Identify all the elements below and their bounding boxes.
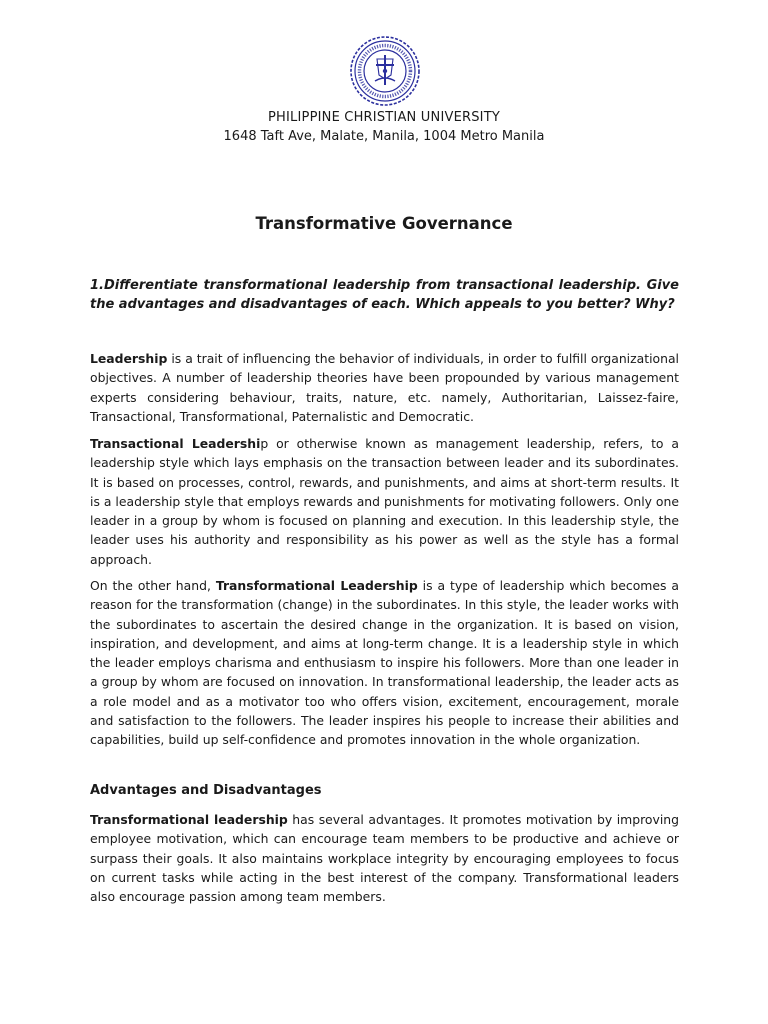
term-transformational-leadership: Transformational leadership [90, 812, 288, 827]
term-transactional: Transactional Leadershi [90, 436, 261, 451]
paragraph-intro: On the other hand, [90, 578, 216, 593]
letterhead [0, 108, 768, 146]
document-title: Transformative Governance [255, 214, 513, 233]
paragraph-leadership [90, 349, 679, 426]
question-prompt: 1.Differentiate transformational leadership from transactional leadership. Give the advantages and disadvantages of each. Which appeals to you better? Why? [90, 278, 679, 312]
term-leadership: Leadership [90, 351, 168, 366]
university-seal-icon [349, 35, 421, 107]
paragraph-transformational [90, 576, 679, 750]
paragraph-text: p or otherwise known as management leadership, refers, to a leadership style which lays emphasis on the transaction between leader and its subordinates. It is based on processes, control, rewards, and punishments, and aims at short-term results. It is a leadership style that employs rewards and punishments for motivating followers. Only one leader in a group by whom is focused on planning and execution. In this leadership style, the leader uses his authority and responsibility as his power as well as the style has a formal approach. [90, 436, 679, 567]
university-address: 1648 Taft Ave, Malate, Manila, 1004 Metro Manila [223, 129, 545, 144]
university-name: PHILIPPINE CHRISTIAN UNIVERSITY [268, 110, 500, 125]
term-transformational: Transformational Leadership [215, 578, 418, 593]
paragraph-advantages [90, 810, 679, 906]
paragraph-text: is a trait of influencing the behavior of individuals, in order to fulfill organizational objectives. A number of leadership theories have been propounded by various management experts considering behaviour, traits, nature, etc. namely, Authoritarian, Laissez-faire, Transactional, Transformational, Paternalistic and Democratic. [90, 351, 679, 424]
paragraph-text: is a type of leadership which becomes a reason for the transformation (change) in the subordinates. In this style, the leader works with the subordinates to ascertain the desired change in the organization. It is based on vision, inspiration, and development, and aims at long-term change. It is a leadership style in which the leader employs charisma and enthusiasm to inspire his followers. More than one leader in a group by whom are focused on innovation. In transformational leadership, the leader acts as a role model and as a motivator too who offers vision, excitement, encouragement, morale and satisfaction to the followers. The leader inspires his people to increase their abilities and capabilities, build up self-confidence and promotes innovation in the whole organization. [90, 578, 679, 748]
paragraph-transactional [90, 434, 679, 569]
section-heading: Advantages and Disadvantages [90, 783, 322, 798]
paragraph-text: has several advantages. It promotes motivation by improving employee motivation, which can encourage team members to be productive and achieve or surpass their goals. It also maintains workplace integrity by encouraging employees to focus on current tasks while acting in the best interest of the company. Transformational leaders also encourage passion among team members. [90, 812, 679, 905]
